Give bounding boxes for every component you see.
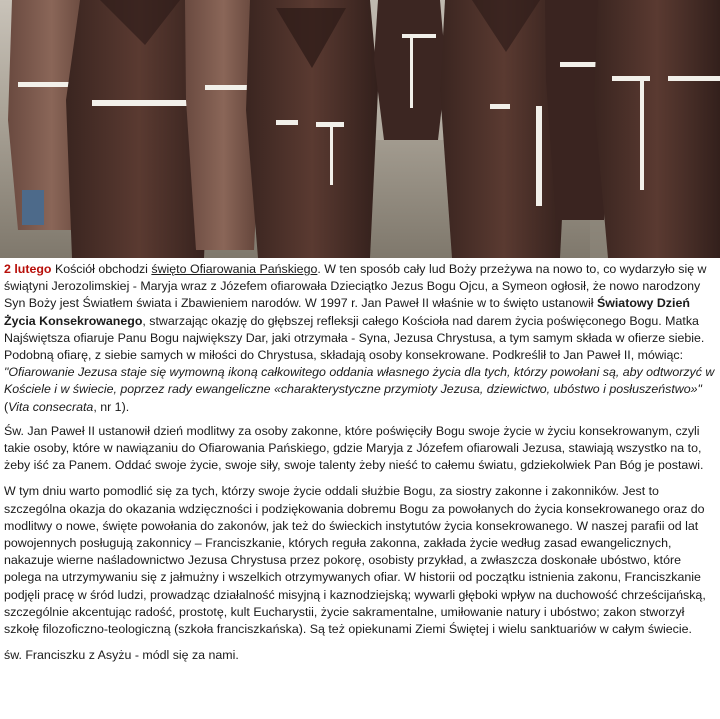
paragraph-intro bbox=[4, 261, 716, 416]
text: ( bbox=[4, 399, 9, 414]
paragraph-2: Św. Jan Paweł II ustanowił dzień modlitwy za osoby zakonne, które poświęciły Bogu swoje życie w życiu konsekrowanym, czyli takie osoby, które w nawiązaniu do Ofiarowania Pańskiego, gdzie Maryja z Józefem ofiarowali Jezusa, stawiają wszystko na to, żeby iść za Panem. Oddać swoje życie, swoje siły, swoje talenty żeby nieść to całemu światu, gdziekolwiek Pan Bóg je postawi. bbox=[4, 423, 704, 473]
header-photo bbox=[0, 0, 720, 258]
date-label: 2 lutego bbox=[4, 262, 52, 276]
highlight-bold: Światowy Dzień Życia Konsekrowanego bbox=[4, 296, 690, 328]
text: , nr 1). bbox=[93, 399, 130, 414]
text: . W ten sposób cały lud Boży przeżywa na nowo to, co wydarzyło się w świątyni Jerozolimskiej - Maryja wraz z Józefem ofiarowała Dzieciątko Jezus Bogu Ojcu, a Symeon ogłosił, że nowo narodzony Syn Boży jest Światłem świata i Zbawieniem narodów. W 1997 r. Jan Paweł II właśnie w to święto ustanowił bbox=[4, 262, 707, 311]
paragraph-3: W tym dniu warto pomodlić się za tych, którzy swoje życie oddali służbie Bogu, za siostry zakonne i zakonników. Jest to szczególna okazja do okazania wdzięczności i podziękowania dobremu Bogu za powołanych do życia konsekrowanego oraz do modlitwy o nowe, święte powołania do zakonów, jak też do świeckich instytutów życia konsekrowanego. W naszej parafii od lat powojennych posługują zakonnicy – Franciszkanie, których reguła zakonna, zakłada życie według zasad ewangelicznych, nakazuje wierne naśladownictwo Jezusa Chrystusa przez pokorę, osobisty przykład, a zwłaszcza doskonałe ubóstwo, które polega na utrzymywaniu się z jałmużny i wszelkich otrzymywanych ofiar. W historii od początku istnienia zakonu, Franciszkanie podjęli pracę w śród ludzi, prowadząc działalność misyjną i kaznodziejską; wywarli głęboki wpływ na duchowość chrześcijańską, szczególnie akcentując radość, prostotę, kult Eucharystii, życie sakramentalne, umiłowanie natury i ubóstwo; zakon stworzył szkołę filozoficzno-teologiczną (szkoła franciszkańska). Są też opiekunami Ziemi Świętej i wielu sanktuariów w całym świecie. bbox=[4, 484, 706, 637]
paragraph-prayer: św. Franciszku z Asyżu - módl się za nami. bbox=[4, 648, 239, 663]
feast-link[interactable]: święto Ofiarowania Pańskiego bbox=[151, 262, 318, 276]
friars-walking-image bbox=[0, 0, 720, 258]
quote: "Ofiarowanie Jezusa staje się wymowną ikoną całkowitego oddania własnego życia dla tych, którzy powołani są, aby odtworzyć w Kościele i w świecie, poprzez rady ewangeliczne «charakterystyczne przymioty Jezusa, dziewictwo, ubóstwo i posłuszeństwo»" bbox=[4, 365, 715, 397]
text: , stwarzając okazję do głębszej refleksji całego Kościoła nad darem życia poświęconego Bogu. Matka Najświętsza ofiaruje Panu Bogu największy Dar, jaki otrzymała - Syna, Jezusa Chrystusa, a tym samym składa w ofierze siebie. Podobną ofiarę, z siebie samych w miłości do Chrystusa, składają osoby konsekrowane. Podkreślił to Jan Paweł II, mówiąc: bbox=[4, 313, 705, 363]
source-title: Vita consecrata bbox=[8, 399, 94, 414]
text: Kościół obchodzi bbox=[51, 262, 152, 276]
article bbox=[4, 261, 716, 664]
